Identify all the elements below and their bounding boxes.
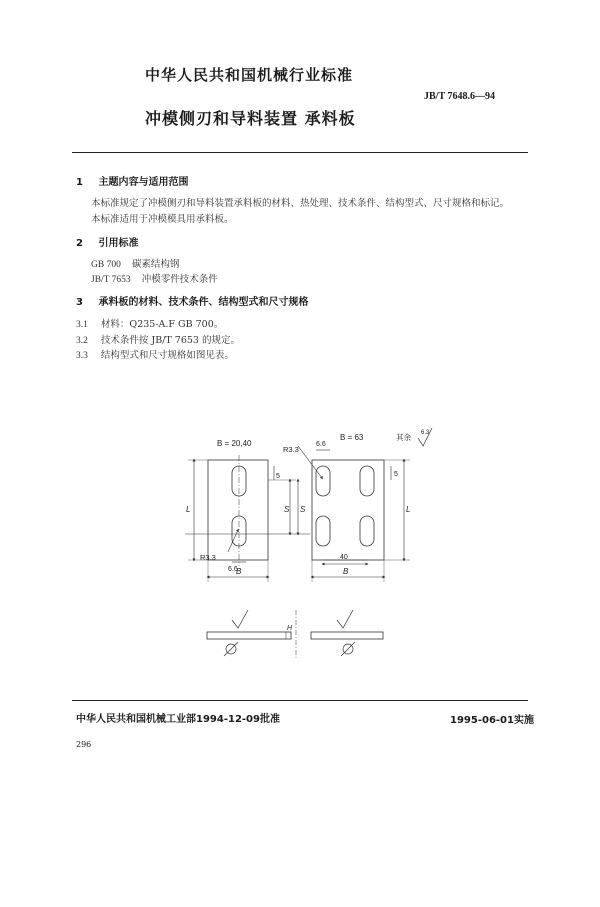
left-bottom-slot [232,516,246,546]
dim-5-right: 5 [394,471,398,478]
slot-length-label-bottom: 6.6 [228,566,238,573]
reference-name: 冲模零件技术条件 [141,274,218,285]
left-plate-outline [208,460,268,560]
right-side-view [311,632,383,639]
dim-h: H [287,625,293,632]
section-1-paragraph-1: 本标准规定了冲模侧刃和导料装置承料板的材料、热处理、技术条件、结构型式、尺寸规格和标记。 [91,198,510,209]
effective-date: 1995-06-01实施 [450,715,534,726]
clause-text: 材料：Q235-A.F GB 700。 [100,319,224,330]
radius-label-top: R3.3 [283,445,299,454]
left-view-title: B = 20,40 [217,439,252,448]
page-number: 296 [76,740,92,749]
footer-divider [72,700,528,701]
roughness-value: 6.3 [421,430,430,436]
dim-s-right: S [300,505,306,514]
dim-40: 40 [340,554,348,561]
left-side-view [207,632,291,639]
slot-length-label-top: 6.6 [316,441,326,448]
dim-5-left: 5 [276,473,280,480]
reference-code: GB 700 [91,260,121,270]
radius-label-bottom: R3.3 [200,553,216,562]
dim-b-left: B [236,567,242,576]
reference-code: JB/T 7653 [91,275,131,285]
right-plate-outline [312,460,384,560]
right-bottom-slot-1 [316,516,330,546]
dim-b-right: B [343,567,349,576]
section-number: 3 [76,297,83,308]
section-title: 主题内容与适用范围 [98,177,189,188]
standard-code: JB/T 7648.6—94 [424,91,495,102]
dim-l-right: L [406,505,411,514]
roughness-note: 其余 [396,433,411,442]
clause-number: 3.1 [76,320,88,330]
document-title: 冲模侧刃和导料装置 承料板 [145,109,356,128]
approval-line: 中华人民共和国机械工业部1994-12-09批准 [76,714,280,725]
clause-text: 结构型式和尺寸规格如图见表。 [100,350,234,361]
clause-number: 3.3 [76,351,88,361]
right-view-title: B = 63 [340,433,364,442]
section-number: 1 [76,177,83,188]
clause-number: 3.2 [76,336,88,346]
dim-s-left: S [284,505,290,514]
section-number: 2 [76,238,83,249]
section-title: 承料板的材料、技术条件、结构型式和尺寸规格 [98,297,309,308]
reference-name: 碳素结构钢 [131,259,180,270]
clause-text: 技术条件按 JB/T 7653 的规定。 [100,335,240,346]
right-bottom-slot-2 [360,516,374,546]
right-top-slot-2 [360,466,374,496]
standard-category-title: 中华人民共和国机械行业标准 [145,66,354,84]
section-1-paragraph-2: 本标准适用于冲模模具用承料板。 [91,214,234,225]
section-title: 引用标准 [98,238,139,249]
dim-l-left: L [186,505,191,514]
right-top-slot-1 [316,466,330,496]
